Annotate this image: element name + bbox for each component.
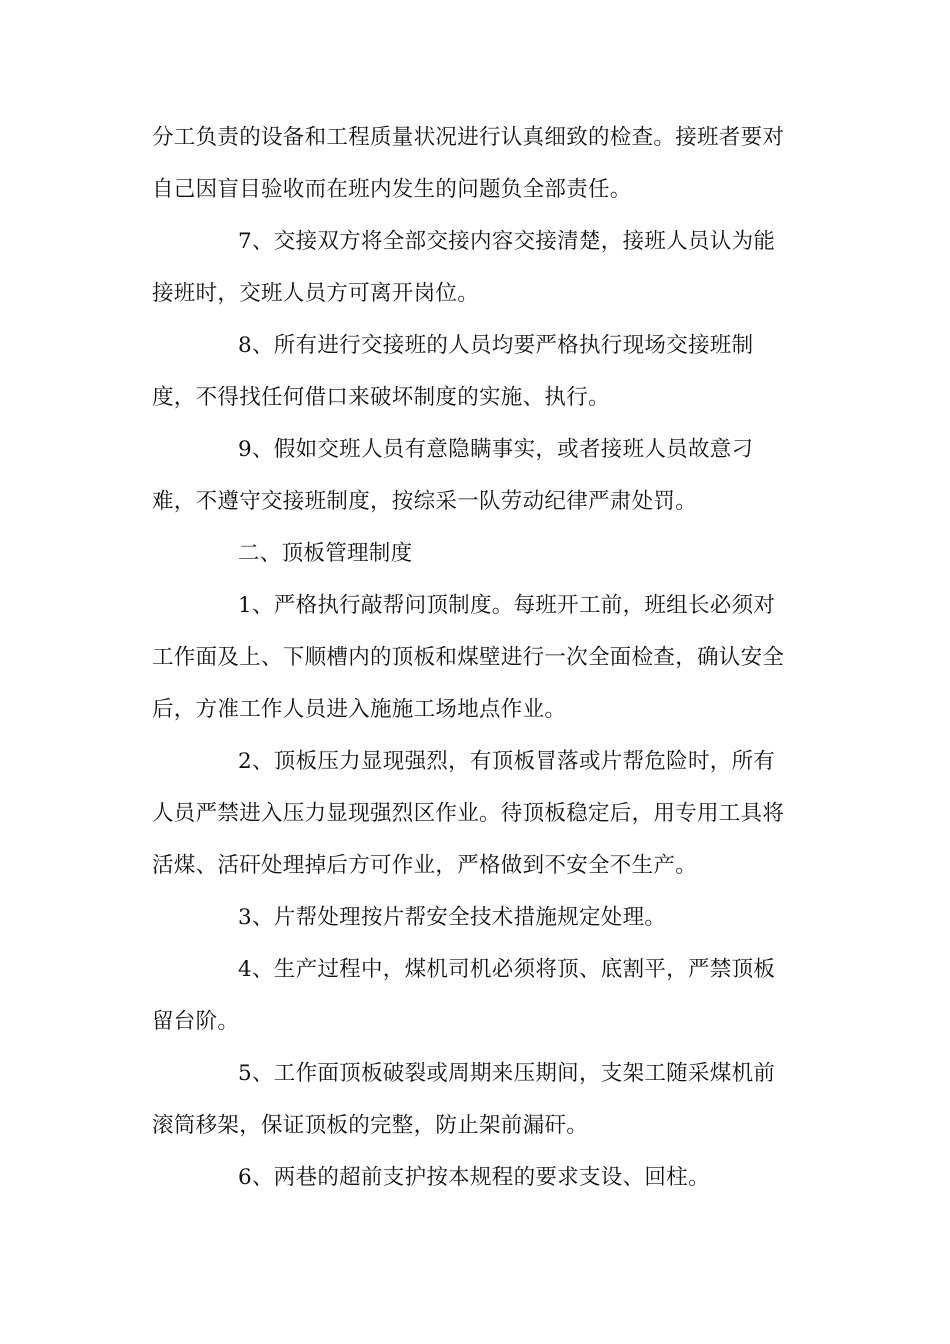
text-line: 留台阶。: [152, 1009, 240, 1034]
section-heading: 二、顶板管理制度: [238, 541, 413, 566]
paragraph-5-start: 5、工作面顶板破裂或周期来压期间，支架工随采煤机前: [238, 1061, 776, 1086]
text-line: 难，不遵守交接班制度，按综采一队劳动纪律严肃处罚。: [152, 489, 698, 514]
paragraph-8-start: 8、所有进行交接班的人员均要严格执行现场交接班制: [238, 333, 754, 358]
paragraph-6-start: 6、两巷的超前支护按本规程的要求支设、回柱。: [238, 1165, 710, 1190]
paragraph-4-start: 4、生产过程中，煤机司机必须将顶、底割平，严禁顶板: [238, 957, 776, 982]
text-line: 人员严禁进入压力显现强烈区作业。待顶板稳定后，用专用工具将: [152, 801, 785, 826]
text-line: 分工负责的设备和工程质量状况进行认真细致的检查。接班者要对: [152, 125, 785, 150]
text-line: 工作面及上、下顺槽内的顶板和煤壁进行一次全面检查，确认安全: [152, 645, 785, 670]
paragraph-7-start: 7、交接双方将全部交接内容交接清楚，接班人员认为能: [238, 229, 776, 254]
text-line: 自己因盲目验收而在班内发生的问题负全部责任。: [152, 177, 632, 202]
paragraph-2-start: 2、顶板压力显现强烈，有顶板冒落或片帮危险时，所有: [238, 749, 776, 774]
text-line: 接班时，交班人员方可离开岗位。: [152, 281, 480, 306]
paragraph-1-start: 1、严格执行敲帮问顶制度。每班开工前，班组长必须对: [238, 593, 776, 618]
paragraph-9-start: 9、假如交班人员有意隐瞒事实，或者接班人员故意刁: [238, 437, 754, 462]
text-line: 后，方准工作人员进入施施工场地点作业。: [152, 697, 567, 722]
text-line: 滚筒移架，保证顶板的完整，防止架前漏矸。: [152, 1113, 589, 1138]
paragraph-3-start: 3、片帮处理按片帮安全技术措施规定处理。: [238, 905, 667, 930]
text-line: 活煤、活矸处理掉后方可作业，严格做到不安全不生产。: [152, 853, 698, 878]
text-line: 度，不得找任何借口来破坏制度的实施、执行。: [152, 385, 610, 410]
